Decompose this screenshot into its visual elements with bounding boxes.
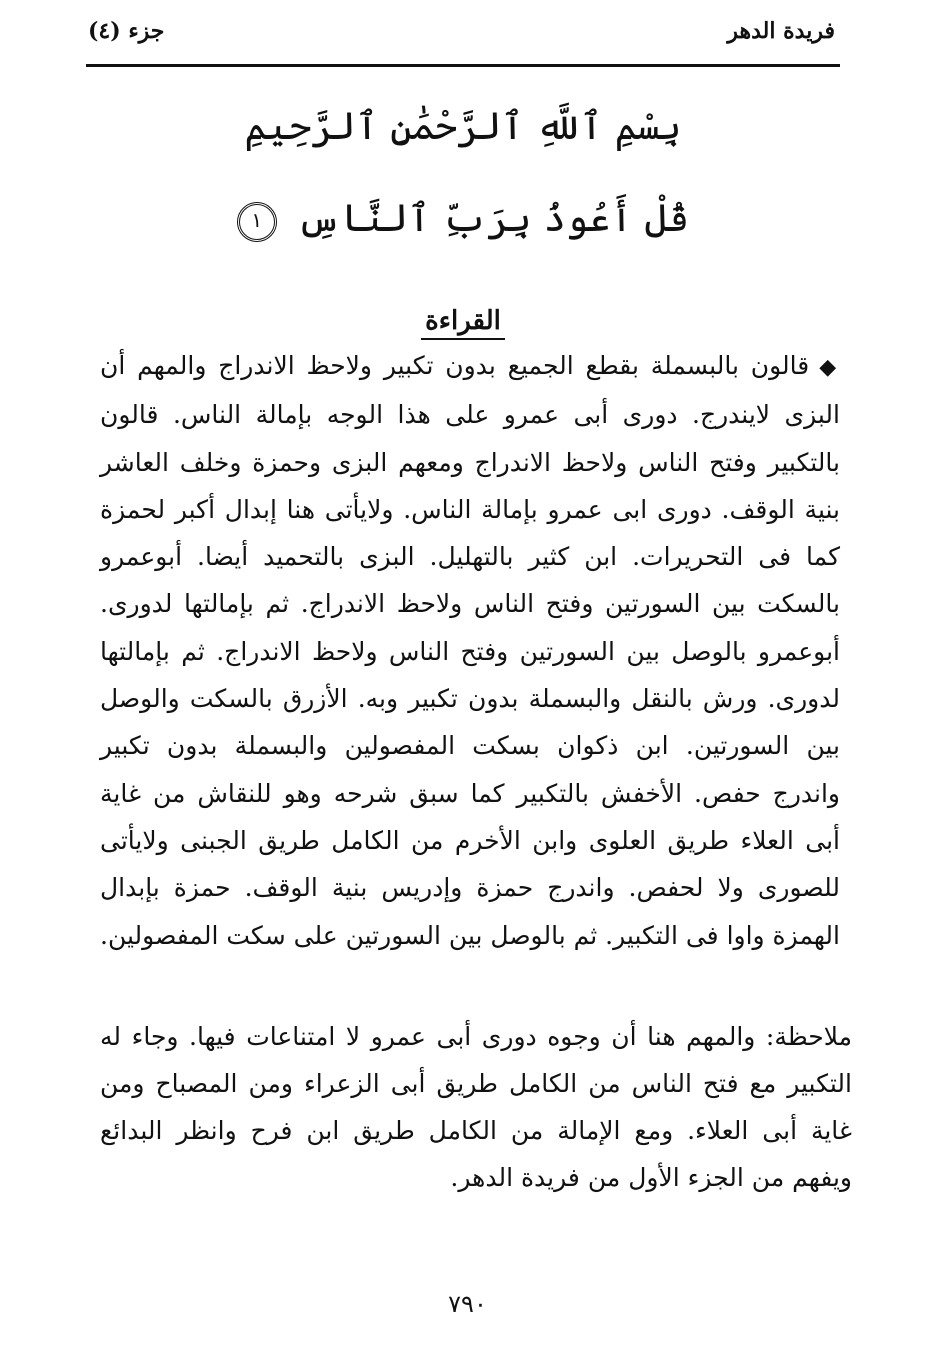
- reading-paragraph: [100, 342, 840, 959]
- note-paragraph: [100, 1013, 852, 1201]
- reading-text: قالون بالبسملة بقطع الجميع بدون تكبير ولاحظ الاندراج والمهم أن البزى لايندرج. دورى أبى عمرو على هذا الوجه بإمالة الناس. قالون بالتكبير وفتح الناس ولاحظ الاندراج ومعهم البزى وحمزة وخلف العاشر بنية الوقف. دورى ابى عمرو بإمالة الناس. ولايأتى هنا إبدال أكبر لحمزة كما فى التحريرات. ابن كثير بالتهليل. البزى بالتحميد أيضا. أبوعمرو بالسكت بين السورتين وفتح الناس ولاحظ الاندراج. ثم بإمالتها لدورى. أبوعمرو بالوصل بين السورتين وفتح الناس ولاحظ الاندراج. ثم بإمالتها لدورى. ورش بالنقل والبسملة بدون تكبير وبه. الأزرق بالسكت والوصل بين السورتين. ابن ذكوان بسكت المفصولين والبسملة بدون تكبير واندرج حفص. الأخفش بالتكبير كما سبق شرحه وهو للنقاش من غاية أبى العلاء طريق العلوى وابن الأخرم من الكامل طريق الجبنى ولايأتى للصورى ولا لحفص. واندرج حمزة وإدريس بنية الوقف. حمزة بإبدال الهمزة واوا فى التكبير. ثم بالوصل بين السورتين على سكت المفصولين.: [100, 351, 840, 950]
- basmala: بِسْمِ ٱللَّهِ ٱلرَّحْمَٰنِ ٱلرَّحِيمِ: [244, 104, 682, 148]
- note-text: ملاحظة: والمهم هنا أن وجوه دورى أبى عمرو لا امتناعات فيها. وجاء له التكبير مع فتح الناس من الكامل طريق أبى الزعراء ومن المصباح ومن غاية أبى العلاء. ومع الإمالة من الكامل طريق ابن فرح وانظر البدائع ويفهم من الجزء الأول من فريدة الدهر.: [100, 1022, 852, 1192]
- running-header-title: فريدة الدهر: [727, 18, 835, 44]
- header-divider: [86, 64, 840, 67]
- page-number: ٧٩٠: [448, 1290, 487, 1318]
- running-header-part: جزء (٤): [88, 18, 165, 44]
- verse-number-marker: ١: [237, 202, 277, 242]
- verse-text: قُلْ أَعُوذُ بِرَبِّ ٱلنَّاسِ: [296, 196, 690, 240]
- section-title: القراءة: [421, 306, 505, 340]
- quran-verse: [86, 196, 840, 242]
- diamond-bullet-icon: ◆: [819, 355, 841, 380]
- section-heading: [86, 306, 840, 340]
